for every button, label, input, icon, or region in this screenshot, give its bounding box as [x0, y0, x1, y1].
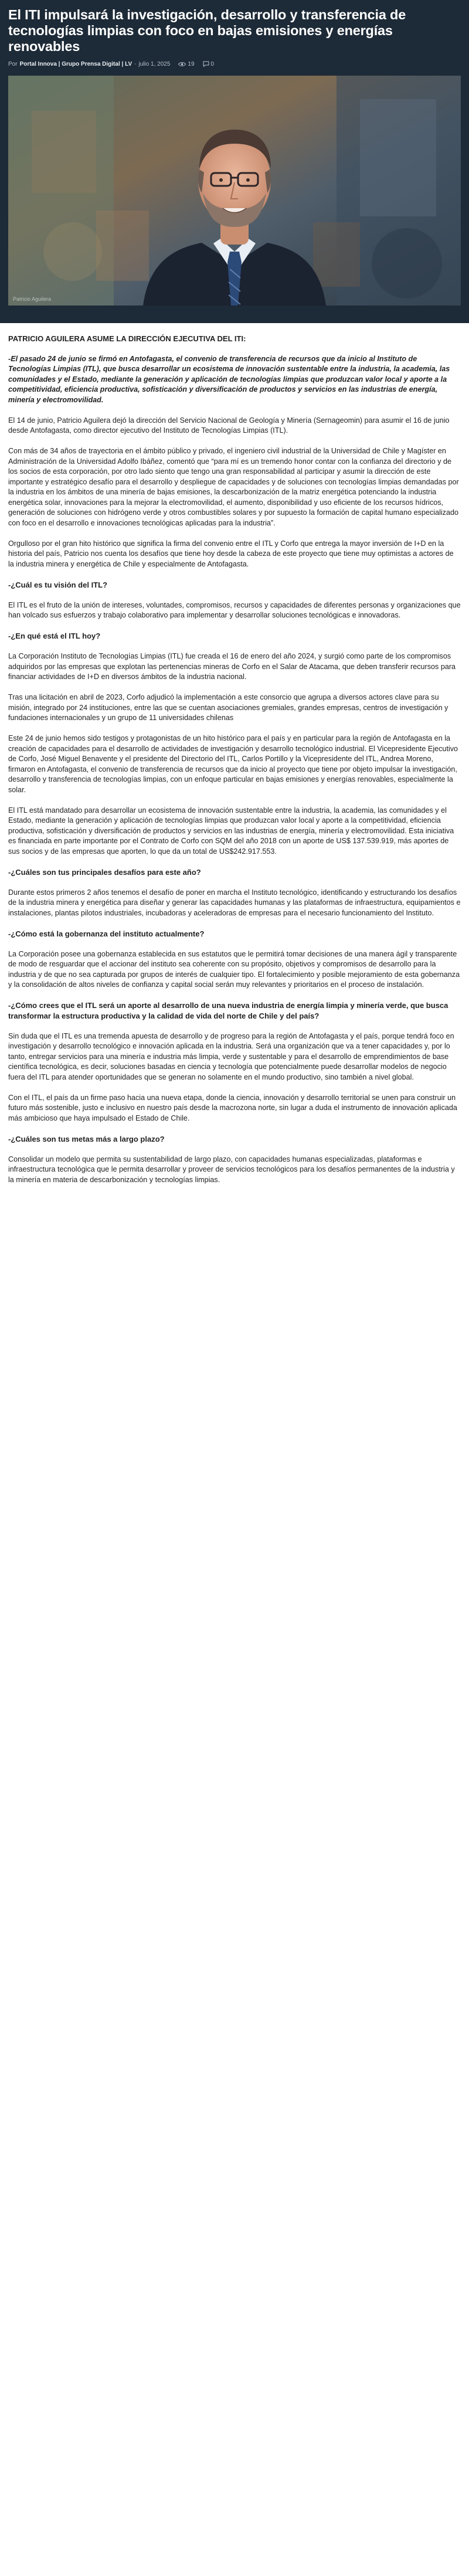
article-body [0, 323, 469, 1197]
comments-count: 0 [210, 60, 215, 67]
header-spacer [8, 306, 461, 323]
byline-prefix: Por [8, 60, 18, 67]
meta-separator: - [134, 60, 137, 67]
article-lead: -El pasado 24 de junio se firmó en Antofagasta, el convenio de transferencia de recursos que da inicio al Instituto de Tecnologías Limpias (ITL), que busca desarrollar un ecosistema de innovación sustentable entre la industria, la academia, las comunidades y el Estado, mediante la generación y aplicación de tecnologías limpias que produzcan valor local y aporte a la competitividad, eficiencia productiva, sofisticación y diversificación de productos y servicios en las industrias de energía, minería y electromovilidad. [8, 354, 450, 404]
comments-stat[interactable] [203, 61, 215, 67]
article-meta [8, 59, 461, 69]
eye-icon [178, 62, 186, 67]
paragraph: El ITL es el fruto de la unión de intereses, voluntades, compromisos, recursos y capacidades de diferentes personas y organizaciones que han volcado sus esfuerzos y trabajo colaborativo para implementar y desarrollar soluciones tecnológicas e innovadoras. [8, 600, 461, 619]
article-title: El ITI impulsará la investigación, desarrollo y transferencia de tecnologías limpias con foco en bajas emisiones y energías renovables [8, 7, 406, 54]
interview-question: -¿Cuál es tu visión del ITL? [8, 580, 108, 589]
paragraph: Con el ITL, el país da un firme paso hacia una nueva etapa, donde la ciencia, innovación y desarrollo territorial se unen para construir un futuro más sostenible, justo e inclusivo en nuestro país desde la macrozona norte, sin lugar a duda el instrumento de innovación aplicada más ambicioso que haya impulsado el Estado de Chile. [8, 1093, 457, 1122]
paragraph: El 14 de junio, Patricio Aguilera dejó la dirección del Servicio Nacional de Geología y Minería (Sernageomin) para asumir el 16 de junio desde Antofagasta, como director ejecutivo del Instituto de Tecnologías Limpias (ITL). [8, 416, 450, 435]
paragraph: La Corporación Instituto de Tecnologías Limpias (ITL) fue creada el 16 de enero del año 2024, y surgió como parte de los compromisos adquiridos por las empresas que explotan las pertenencias mineras de Corfo en el Salar de Atacama, que deben transferir recursos para financiar actividades de I+D en diversos ámbitos de la industria nacional. [8, 652, 456, 681]
portrait-image [8, 76, 461, 306]
views-stat [178, 61, 194, 67]
views-count: 19 [188, 60, 195, 67]
paragraph: Con más de 34 años de trayectoria en el ámbito público y privado, el ingeniero civil industrial de la Universidad de Chile y Magíster en Administración de la Universidad Adolfo Ibáñez, comentó que “para mí es un tremendo honor contar con la confianza del directorio y de los socios de esta corporación, por otro lado siento que tengo una gran responsabilidad al participar y asumir la dirección de este importante y estratégico desafío para el desarrollo y despliegue de capacidades y de soluciones con tecnologías limpias demandadas por la industria en los ámbitos de una minería de bajas emisiones, la descarbonización de la matriz energética potenciando la industria energética solar, innovaciones para la mejorar la electromovilidad, el aumento, disponibilidad y uso eficiente de los recursos hídricos, generación de soluciones con hidrógeno verde y otros combustibles solares y por supuesto la formación de capital humano especializado con foco en el desarrollo e innovaciones tecnológicas aplicadas para la industria”. [8, 447, 459, 527]
interview-question: -¿Cuáles son tus principales desafíos para este año? [8, 867, 201, 877]
paragraph: Orgulloso por el gran hito histórico que significa la firma del convenio entre el ITL y Corfo que entrega la mayor inversión de I+D en la historia del país, Patricio nos cuenta los desafíos que tiene hoy desde la cabeza de este proyecto que tiene muy optimistas a actores de la industria minera y energética de Chile y especialmente de Antofagasta. [8, 539, 454, 568]
paragraph: Durante estos primeros 2 años tenemos el desafío de poner en marcha el Instituto tecnológico, identificando y estructurando los desafíos de la industria minera y energética para diseñar y generar las capacidades humanas y las plataformas de infraestructura, equipamientos e instalaciones, plantas pilotos industriales, incubadoras y aceleradoras de empresas para el necesario funcionamiento del Instituto. [8, 888, 461, 917]
article-kicker: PATRICIO AGUILERA ASUME LA DIRECCIÓN EJECUTIVA DEL ITI: [8, 334, 246, 343]
paragraph: Consolidar un modelo que permita su sustentabilidad de largo plazo, con capacidades humanas especializadas, plataformas e infraestructura tecnológica que le permita desarrollar y proveer de servicios tecnológicos para los desafíos permanentes de la industria y la minería en materia de descarbonización y tecnologías limpias. [8, 1155, 455, 1184]
paragraph: Tras una licitación en abril de 2023, Corfo adjudicó la implementación a este consorcio que agrupa a diversos actores clave para su misión, integrado por 24 instituciones, entre las que se cuentan asociaciones gremiales, grandes empresas, centros de investigación y fundaciones internacionales y un grupo de 11 universidades chilenas [8, 693, 448, 722]
paragraph: Este 24 de junio hemos sido testigos y protagonistas de un hito histórico para el país y en particular para la región de Antofagasta en la creación de capacidades para el desarrollo de actividades de investigación y desarrollo tecnológico industrial. El Vicepresidente Ejecutivo de Corfo, José Miguel Benavente y el presidente del Directorio del ITL, Carlos Portillo y la Vicepresidente del ITL, Andrea Moreno, firmaron en Antofagasta, el convenio de transferencia de recursos que da inicio al proyecto que tiene por objeto impulsar la investigación, desarrollo y transferencia de tecnologías limpias, con un enfoque particular en bajas emisiones y energías renovables, especialmente la solar. [8, 734, 458, 794]
interview-question: -¿Cómo está la gobernanza del instituto actualmente? [8, 929, 205, 938]
interview-question: -¿Cómo crees que el ITL será un aporte al desarrollo de una nueva industria de energía limpia y minería verde, que busca transformar la estructura productiva y la calidad de vida del norte de Chile y del país? [8, 1001, 448, 1020]
featured-photo [8, 76, 461, 306]
interview-question: -¿En qué está el ITL hoy? [8, 632, 101, 640]
paragraph: La Corporación posee una gobernanza establecida en sus estatutos que le permitirá tomar decisiones de una manera ágil y transparente de modo de resguardar que el accionar del instituto sea coherente con su propósito, objetivos y compromisos de desarrollo para la industria y de que no sea capturada por grupos de interés de cualquier tipo. El fortalecimiento y posible mejoramiento de esta gobernanza y la consolidación de altos niveles de confianza y capital social serán muy relevantes y prioritarios en el proceso de instalación. [8, 949, 460, 989]
paragraph: Sin duda que el ITL es una tremenda apuesta de desarrollo y de progreso para la región de Antofagasta y el país, porque tendrá foco en investigación y desarrollo tecnológico e innovación aplicada en la industria. Será una organización que va a tener capacidades y, por lo tanto, entregar servicios para una minería e industria más limpia, verde y sustentable y para el desarrollo de emprendimientos de base científica tecnológica, es decir, soluciones basadas en ciencia y tecnología que potencialmente puede desarrollar modelos de negocio fuera del ITL para atender oportunidades que se generan no solamente en el mundo productivo, sino también a nivel global. [8, 1031, 454, 1081]
comment-icon [203, 61, 209, 67]
publish-date: julio 1, 2025 [138, 60, 171, 67]
interview-question: -¿Cuáles son tus metas más a largo plazo? [8, 1134, 165, 1143]
author-link[interactable]: Portal Innova | Grupo Prensa Digital | LV [19, 60, 132, 67]
article-header [0, 0, 469, 323]
photo-caption: Patricio Aguilera [13, 296, 52, 302]
paragraph: El ITL está mandatado para desarrollar un ecosistema de innovación sustentable entre la industria, la academia, las comunidades y el Estado, mediante la generación y aplicación de tecnologías limpias que produzcan valor local y aporte a la competitividad, eficiencia productiva, sofisticación y diversificación de productos y servicios en las industrias de energía, minería y electromovilidad. Esta iniciativa es financiada en parte importante por el Contrato de Corfo con SQM del año 2018 con un aporte de US$ 137.539.919, más aportes de sus socios y de las empresas que aporten, lo que da un total de US$242.917.553. [8, 806, 454, 856]
